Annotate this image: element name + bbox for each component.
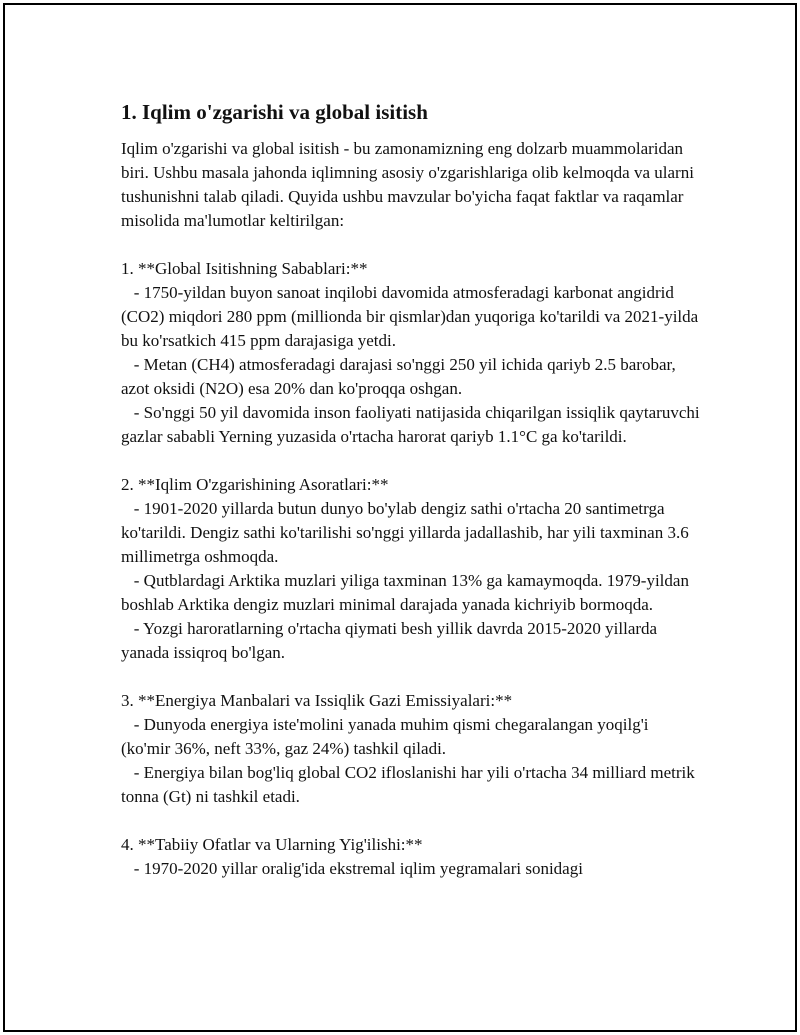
list-item: - So'nggi 50 yil davomida inson faoliyati natijasida chiqarilgan issiqlik qaytaruvchi gazlar sababli Yerning yuzasida o'rtacha harorat qariyb 1.1°C ga ko'tarildi.	[121, 403, 704, 446]
document-title: 1. Iqlim o'zgarishi va global isitish	[121, 100, 428, 124]
section-causes	[121, 257, 704, 449]
list-item: - Energiya bilan bog'liq global CO2 ifloslanishi har yili o'rtacha 34 milliard metrik tonna (Gt) ni tashkil etadi.	[121, 763, 700, 806]
list-item: - Yozgi haroratlarning o'rtacha qiymati besh yillik davrda 2015-2020 yillarda yanada issiqroq bo'lgan.	[121, 619, 662, 662]
spacer	[121, 665, 701, 689]
intro-paragraph: Iqlim o'zgarishi va global isitish - bu zamonamizning eng dolzarb muammolaridan biri. Ushbu masala jahonda iqlimning asosiy o'zgarishlariga olib kelmoqda va ularni tushunishni talab qiladi. Quyida ushbu mavzular bo'yicha faqat faktlar va raqamlar misolida ma'lumotlar keltirilgan:	[121, 139, 699, 230]
section-consequences	[121, 473, 701, 665]
spacer	[121, 809, 701, 833]
section-energy	[121, 689, 701, 809]
list-item: - Dunyoda energiya iste'molini yanada muhim qismi chegaralangan yoqilg'i (ko'mir 36%, neft 33%, gaz 24%) tashkil qiladi.	[121, 715, 653, 758]
document-page	[3, 3, 797, 1032]
section-heading: 3. **Energiya Manbalari va Issiqlik Gazi Emissiyalari:**	[121, 691, 513, 710]
spacer	[121, 233, 701, 257]
document-content	[121, 99, 704, 881]
section-heading: 1. **Global Isitishning Sabablari:**	[121, 259, 368, 278]
list-item: - Qutblardagi Arktika muzlari yiliga taxminan 13% ga kamaymoqda. 1979-yildan boshlab Arktika dengiz muzlari minimal darajada yanada kichriyib bormoqda.	[121, 571, 694, 614]
section-heading: 4. **Tabiiy Ofatlar va Ularning Yig'ilishi:**	[121, 835, 423, 854]
list-item: - 1750-yildan buyon sanoat inqilobi davomida atmosferadagi karbonat angidrid (CO2) miqdori 280 ppm (millionda bir qismlar)dan yuqoriga ko'tarildi va 2021-yilda bu ko'rsatkich 415 ppm darajasiga yetdi.	[121, 283, 703, 350]
spacer	[121, 449, 701, 473]
list-item: - Metan (CH4) atmosferadagi darajasi so'nggi 250 yil ichida qariyb 2.5 barobar, azot oksidi (N2O) esa 20% dan ko'proqqa oshgan.	[121, 355, 680, 398]
list-item: - 1970-2020 yillar oralig'ida ekstremal iqlim yegramalari sonidagi	[121, 859, 583, 878]
list-item: - 1901-2020 yillarda butun dunyo bo'ylab dengiz sathi o'rtacha 20 santimetrga ko'tarildi. Dengiz sathi ko'tarilishi so'nggi yillarda jadallashib, har yili taxminan 3.6 millimetrga oshmoqda.	[121, 499, 693, 566]
section-heading: 2. **Iqlim O'zgarishining Asoratlari:**	[121, 475, 389, 494]
section-disasters	[121, 833, 701, 881]
